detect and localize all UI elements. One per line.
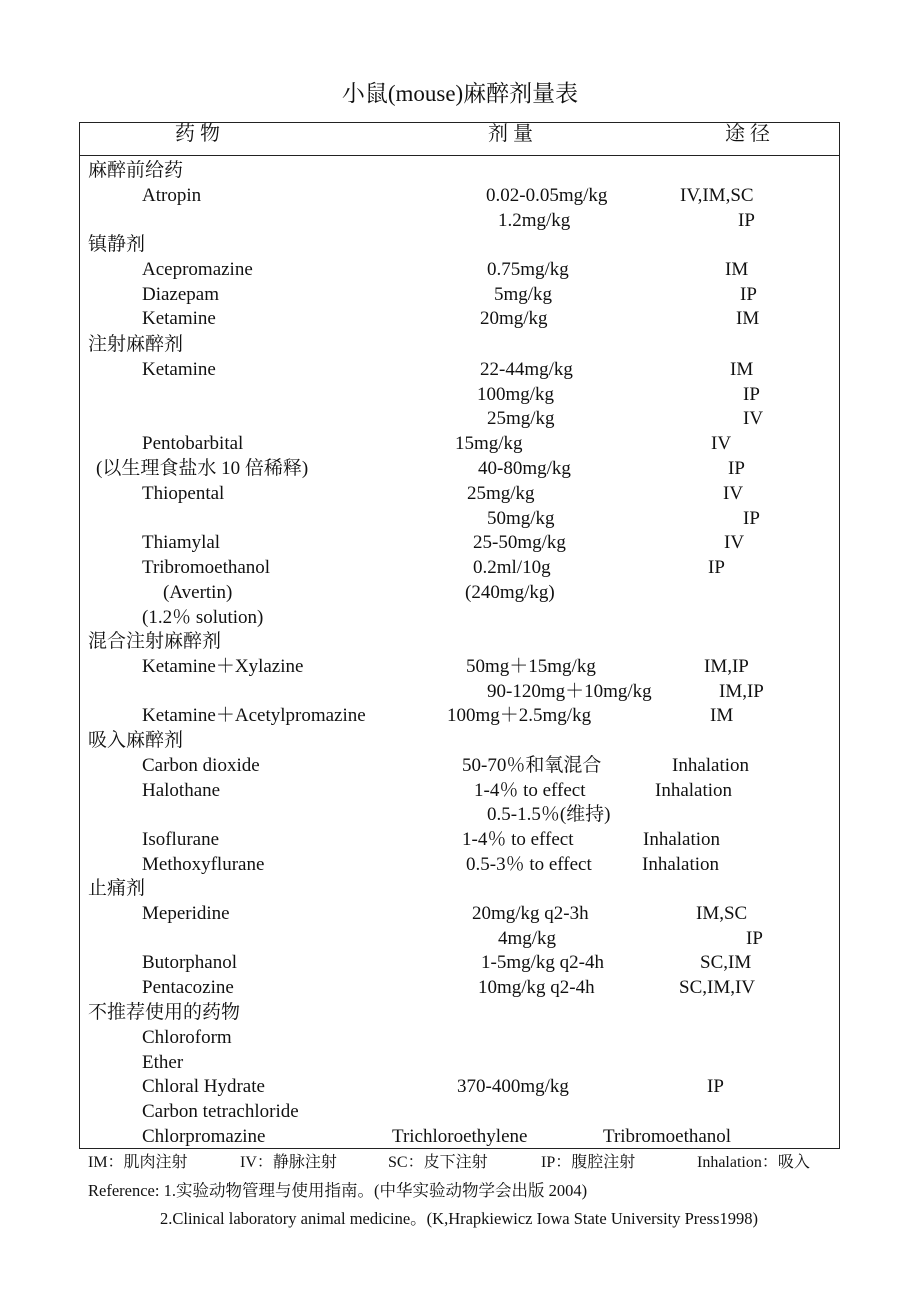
drug-name: Halothane	[142, 780, 221, 801]
drug-name: Thiamylal	[142, 532, 221, 553]
header-route: 途 径	[725, 123, 770, 145]
dose-value: 10mg/kg q2-4h	[478, 977, 595, 998]
drug-name: Meperidine	[142, 903, 230, 924]
legend-ip: IP：腹腔注射	[541, 1154, 636, 1171]
section-heading: 混合注射麻醉剂	[88, 631, 222, 652]
route-value: IP	[708, 557, 725, 578]
reference-2: 2.Clinical laboratory animal medicine。(K,Hrapkiewicz Iowa State University Press1998)	[160, 1209, 758, 1228]
route-value: IV	[711, 433, 732, 454]
route-value: IP	[746, 928, 763, 949]
drug-name: Butorphanol	[142, 952, 237, 973]
dose-value: 0.02-0.05mg/kg	[486, 185, 608, 206]
section-heading: 麻醉前给药	[88, 160, 184, 181]
section-heading: 止痛剂	[88, 878, 146, 899]
dose-value: 0.75mg/kg	[487, 259, 569, 280]
route-value: SC,IM	[700, 952, 752, 973]
drug-name: (Avertin)	[163, 582, 233, 603]
reference-1: Reference: 1.实验动物管理与使用指南。(中华实验动物学会出版 2004)	[88, 1181, 588, 1200]
route-value: IP	[743, 384, 760, 405]
route-value: IM	[710, 705, 734, 726]
dose-value: 1-4％ to effect	[462, 829, 574, 850]
drug-name: Chloral Hydrate	[142, 1076, 265, 1097]
drug-name: Tribromoethanol	[142, 557, 271, 578]
route-value: IV,IM,SC	[680, 185, 754, 206]
drug-name: Carbon tetrachloride	[142, 1101, 299, 1122]
dose-value: 1.2mg/kg	[498, 210, 571, 231]
dose-value: 5mg/kg	[494, 284, 553, 305]
drug-name: Thiopental	[142, 483, 225, 504]
drug-name: (1.2％ solution)	[142, 607, 264, 628]
section-heading: 吸入麻醉剂	[88, 730, 184, 751]
drug-name: Pentacozine	[142, 977, 234, 998]
route-value: IM,IP	[719, 681, 764, 702]
dose-value: 20mg/kg q2-3h	[472, 903, 589, 924]
route-value: IP	[707, 1076, 724, 1097]
dose-value: 50mg＋15mg/kg	[466, 656, 596, 677]
route-value: IP	[738, 210, 755, 231]
dose-value: 20mg/kg	[480, 308, 548, 329]
dose-value: 1-4％ to effect	[474, 780, 586, 801]
dose-value: (240mg/kg)	[465, 582, 555, 603]
drug-name: (以生理食盐水 10 倍稀释)	[96, 458, 309, 479]
drug-name: Isoflurane	[142, 829, 220, 850]
drug-name: Atropin	[142, 185, 202, 206]
dose-value: 1-5mg/kg q2-4h	[481, 952, 604, 973]
dose-value: 100mg＋2.5mg/kg	[447, 705, 592, 726]
route-value: IV	[743, 408, 764, 429]
dose-value: 0.5-1.5％(维持)	[487, 804, 611, 825]
dose-value: 90-120mg＋10mg/kg	[487, 681, 652, 702]
drug-name: Carbon dioxide	[142, 755, 260, 776]
legend-inhalation: Inhalation：吸入	[697, 1154, 810, 1171]
dose-value: 0.5-3％ to effect	[466, 854, 592, 875]
header-dose: 剂 量	[488, 123, 533, 145]
route-value: Inhalation	[672, 755, 750, 776]
legend-sc: SC：皮下注射	[388, 1154, 488, 1171]
route-value: IM	[736, 308, 760, 329]
route-value: IP	[743, 508, 760, 529]
route-value: IM	[725, 259, 749, 280]
route-value: Inhalation	[643, 829, 721, 850]
dose-value: 100mg/kg	[477, 384, 555, 405]
drug-name: Acepromazine	[142, 259, 253, 280]
drug-name: Ketamine	[142, 359, 216, 380]
route-value: Tribromoethanol	[603, 1126, 732, 1147]
route-value: SC,IM,IV	[679, 977, 756, 998]
legend-im: IM：肌肉注射	[88, 1154, 188, 1171]
drug-name: Diazepam	[142, 284, 220, 305]
section-heading: 注射麻醉剂	[88, 334, 184, 355]
dose-value: 25mg/kg	[467, 483, 535, 504]
route-value: IM,SC	[696, 903, 748, 924]
header-drug: 药 物	[175, 123, 220, 145]
route-value: IP	[740, 284, 757, 305]
dose-value: 50mg/kg	[487, 508, 555, 529]
dose-value: 15mg/kg	[455, 433, 523, 454]
dose-value: 50-70％和氧混合	[462, 755, 602, 776]
section-heading: 镇静剂	[88, 234, 146, 255]
drug-name: Ketamine＋Acetylpromazine	[142, 705, 366, 726]
dose-value: 370-400mg/kg	[457, 1076, 569, 1097]
dose-value: 25-50mg/kg	[473, 532, 566, 553]
drug-name: Pentobarbital	[142, 433, 244, 454]
drug-name: Ketamine＋Xylazine	[142, 656, 304, 677]
dose-value: 40-80mg/kg	[478, 458, 571, 479]
dose-value: 22-44mg/kg	[480, 359, 573, 380]
dose-value: 4mg/kg	[498, 928, 557, 949]
header-divider	[79, 155, 839, 156]
drug-name: Chlorpromazine	[142, 1126, 266, 1147]
dose-value: 0.2ml/10g	[473, 557, 551, 578]
drug-name: Ketamine	[142, 308, 216, 329]
dose-value: Trichloroethylene	[392, 1126, 528, 1147]
drug-name: Chloroform	[142, 1027, 232, 1048]
dose-value: 25mg/kg	[487, 408, 555, 429]
route-value: Inhalation	[642, 854, 720, 875]
drug-name: Ether	[142, 1052, 184, 1073]
route-value: IV	[723, 483, 744, 504]
route-value: IM,IP	[704, 656, 749, 677]
drug-name: Methoxyflurane	[142, 854, 265, 875]
section-heading: 不推荐使用的药物	[88, 1002, 241, 1023]
legend-iv: IV：静脉注射	[240, 1154, 337, 1171]
route-value: Inhalation	[655, 780, 733, 801]
route-value: IV	[724, 532, 745, 553]
route-value: IM	[730, 359, 754, 380]
page-title: 小鼠(mouse)麻醉剂量表	[341, 81, 579, 106]
route-value: IP	[728, 458, 745, 479]
